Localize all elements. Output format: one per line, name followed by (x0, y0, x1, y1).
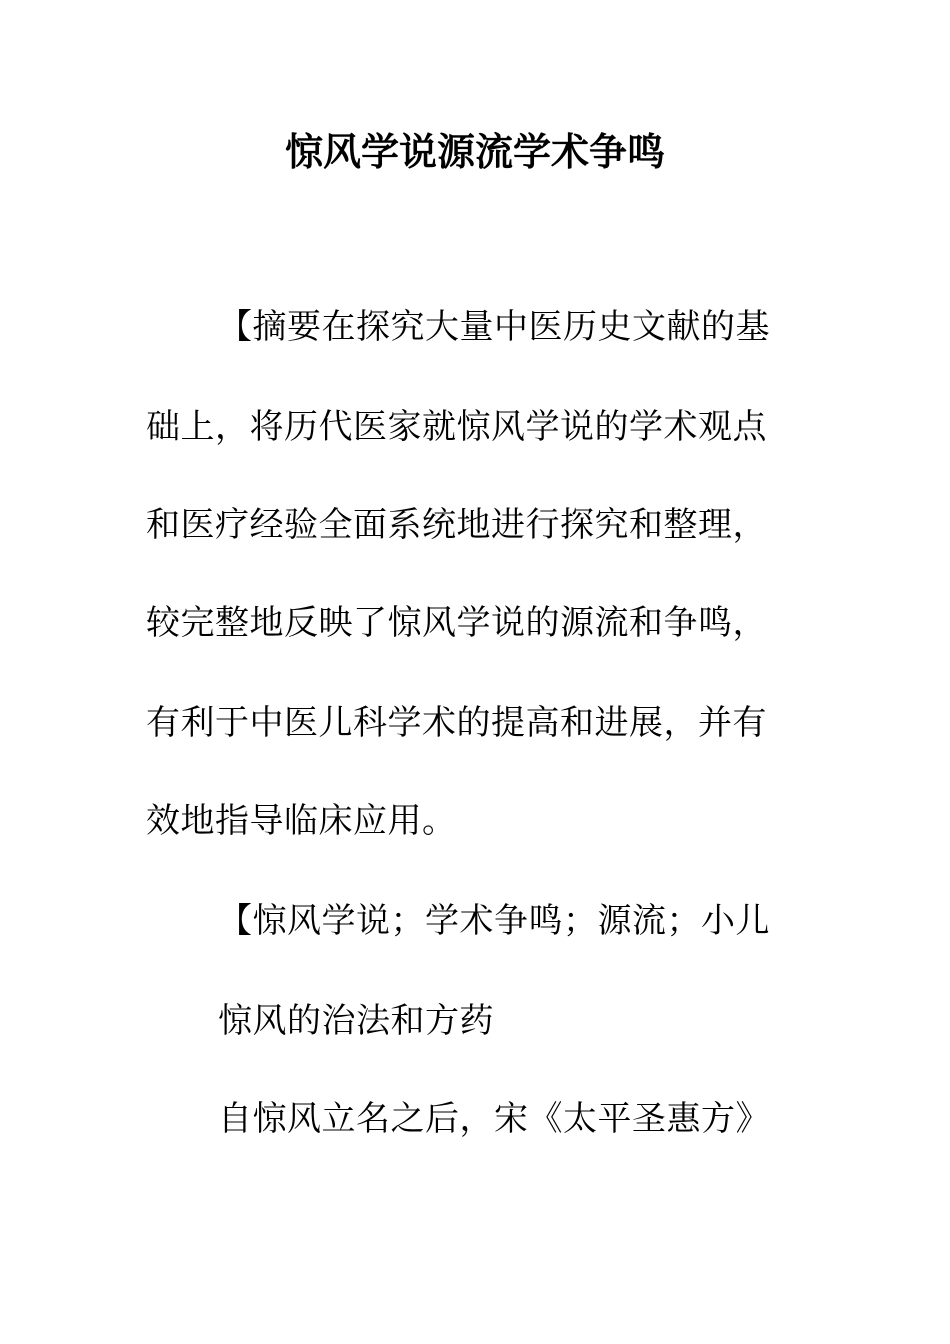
body-paragraph-line-1: 自惊风立名之后，宋《太平圣惠方》 (218, 1099, 770, 1139)
keywords-line-1: 【惊风学说；学术争鸣；源流；小儿 (218, 901, 770, 941)
abstract-line-3: 和医疗经验全面系统地进行探究和整理， (146, 505, 767, 545)
abstract-line-6: 效地指导临床应用。 (146, 801, 457, 841)
abstract-line-2: 础上，将历代医家就惊风学说的学术观点 (146, 407, 767, 447)
abstract-line-5: 有利于中医儿科学术的提高和进展，并有 (146, 703, 767, 743)
abstract-line-1: 【摘要在探究大量中医历史文献的基 (218, 307, 770, 347)
document-title: 惊风学说源流学术争鸣 (284, 129, 665, 174)
keywords-line-2: 惊风的治法和方药 (218, 1001, 494, 1041)
abstract-line-4: 较完整地反映了惊风学说的源流和争鸣， (146, 603, 767, 643)
